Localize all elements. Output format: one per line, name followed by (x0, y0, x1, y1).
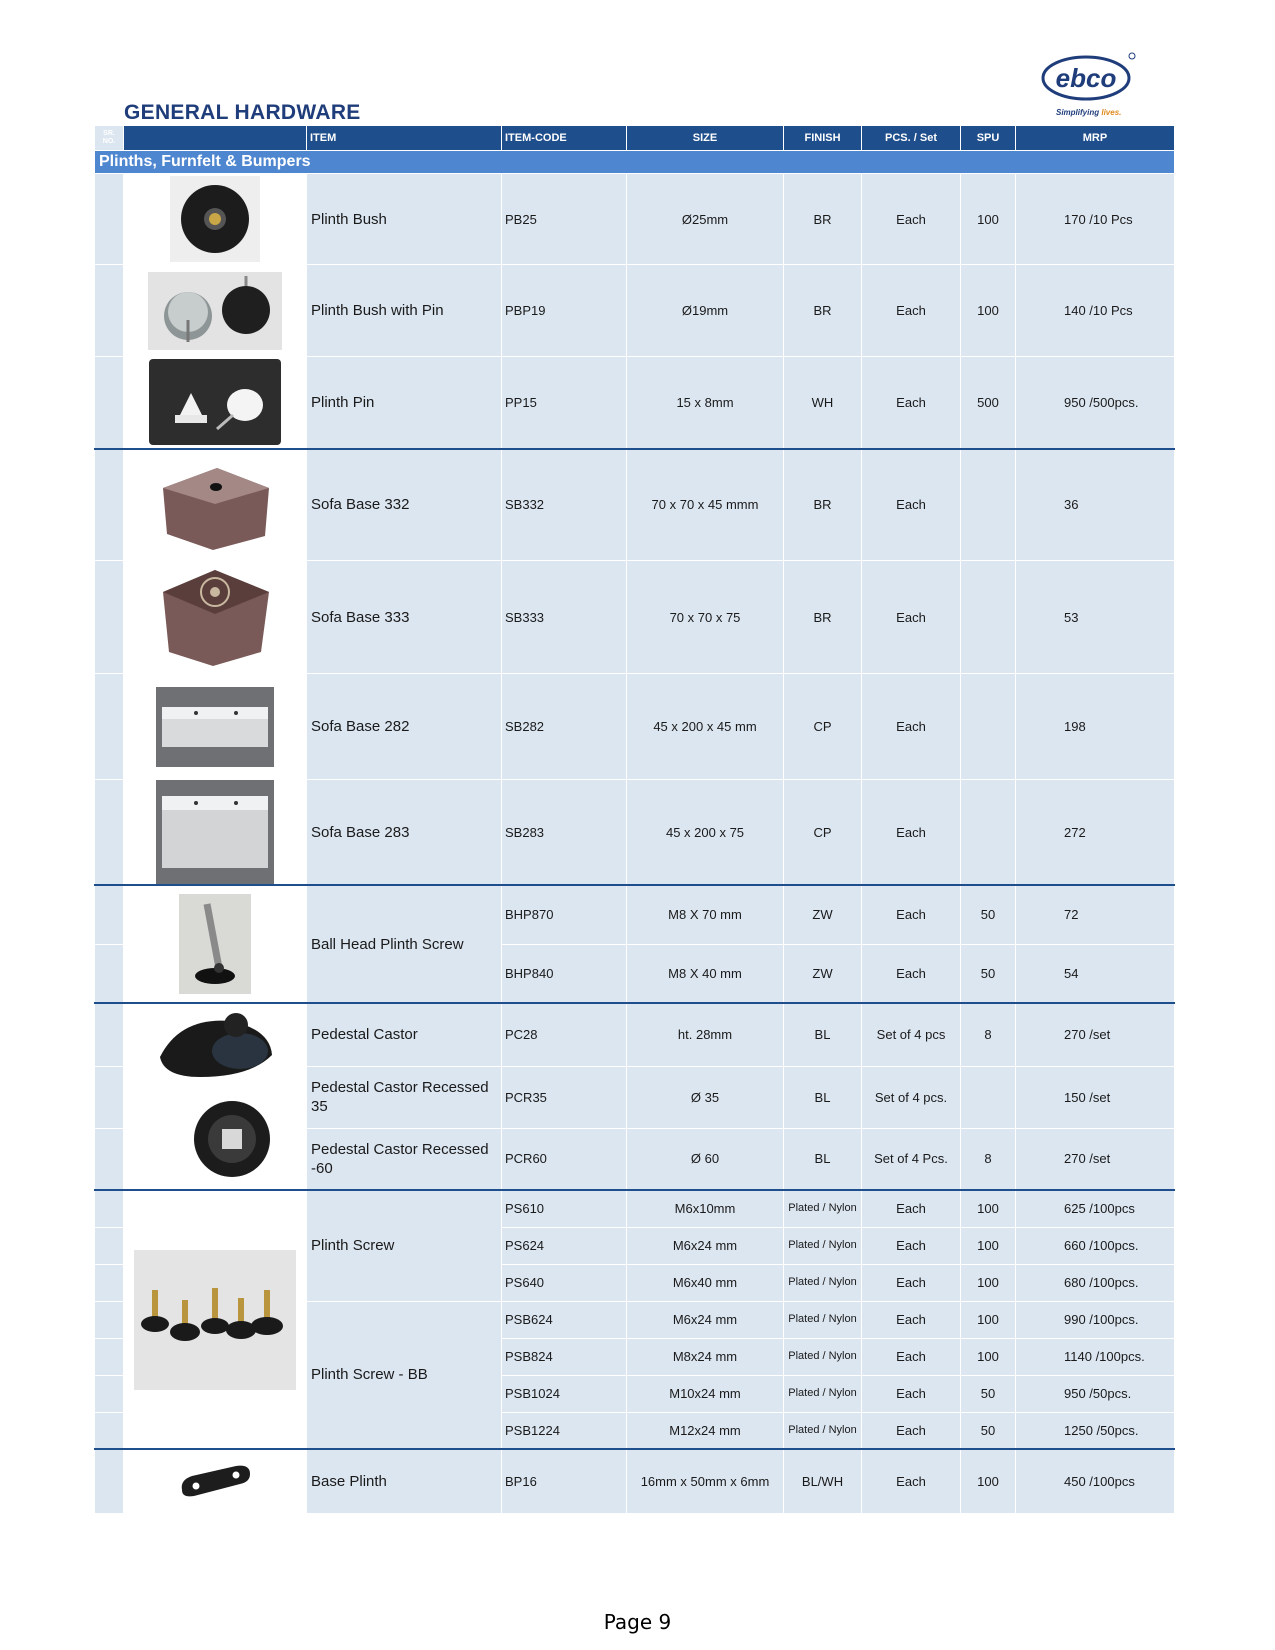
cell-spu: 8 (961, 1128, 1016, 1190)
cell-code: BP16 (502, 1449, 627, 1513)
cell-code: SB283 (502, 780, 627, 886)
product-image-sofa-base-283 (124, 780, 307, 886)
serial-cell (95, 1338, 124, 1375)
table-row (95, 265, 1175, 357)
col-image (124, 126, 307, 151)
cell-mrp: 272 (1016, 780, 1175, 886)
cell-mrp: 625 /100pcs (1016, 1190, 1175, 1227)
cell-mrp: 990 /100pcs. (1016, 1301, 1175, 1338)
cell-pcs: Each (862, 561, 961, 674)
cell-mrp: 53 (1016, 561, 1175, 674)
product-image-sofa-base-282 (124, 674, 307, 780)
cell-spu: 100 (961, 1449, 1016, 1513)
cell-mrp: 680 /100pcs. (1016, 1264, 1175, 1301)
cell-finish: Plated / Nylon (784, 1190, 862, 1227)
cell-finish: WH (784, 357, 862, 449)
serial-cell (95, 174, 124, 265)
cell-finish: Plated / Nylon (784, 1338, 862, 1375)
cell-mrp: 450 /100pcs (1016, 1449, 1175, 1513)
section-title: Plinths, Furnfelt & Bumpers (95, 151, 1175, 174)
cell-size: M8 X 40 mm (627, 944, 784, 1003)
cell-code: PS624 (502, 1227, 627, 1264)
cell-size: M6x40 mm (627, 1264, 784, 1301)
product-image-base-plinth (124, 1449, 307, 1513)
serial-cell (95, 1003, 124, 1066)
serial-cell (95, 449, 124, 561)
serial-cell (95, 1227, 124, 1264)
cell-item: Sofa Base 283 (307, 780, 502, 886)
cell-code: PSB824 (502, 1338, 627, 1375)
table-row (95, 1003, 1175, 1066)
cell-pcs: Each (862, 1190, 961, 1227)
cell-finish: CP (784, 780, 862, 886)
cell-item: Pedestal Castor Recessed 35 (307, 1066, 502, 1128)
cell-item: Plinth Bush (307, 174, 502, 265)
cell-mrp: 72 (1016, 885, 1175, 944)
cell-spu: 50 (961, 1375, 1016, 1412)
col-mrp: MRP (1016, 126, 1175, 151)
product-image-pedestal-castor (124, 1003, 307, 1190)
cell-mrp: 950 /500pcs. (1016, 357, 1175, 449)
cell-size: M6x24 mm (627, 1301, 784, 1338)
table-row (95, 357, 1175, 449)
product-image-plinth-pin (124, 357, 307, 449)
serial-cell (95, 1412, 124, 1449)
cell-size: M6x10mm (627, 1190, 784, 1227)
cell-finish: BL (784, 1128, 862, 1190)
cell-spu: 8 (961, 1003, 1016, 1066)
serial-cell (95, 885, 124, 944)
cell-finish: Plated / Nylon (784, 1227, 862, 1264)
cell-finish: BR (784, 561, 862, 674)
cell-size: 45 x 200 x 45 mm (627, 674, 784, 780)
cell-pcs: Each (862, 357, 961, 449)
cell-size: ht. 28mm (627, 1003, 784, 1066)
cell-pcs: Each (862, 449, 961, 561)
cell-item: Plinth Screw - BB (307, 1301, 502, 1449)
cell-size: 70 x 70 x 45 mmm (627, 449, 784, 561)
cell-item: Pedestal Castor (307, 1003, 502, 1066)
cell-pcs: Each (862, 1338, 961, 1375)
cell-item: Sofa Base 333 (307, 561, 502, 674)
serial-cell (95, 674, 124, 780)
product-image-ball-head-plinth-screw (124, 885, 307, 1003)
product-image-plinth-screw (124, 1190, 307, 1449)
cell-pcs: Each (862, 885, 961, 944)
page-title: GENERAL HARDWARE (124, 101, 361, 124)
cell-spu: 100 (961, 1264, 1016, 1301)
cell-size: 45 x 200 x 75 (627, 780, 784, 886)
cell-size: 70 x 70 x 75 (627, 561, 784, 674)
cell-mrp: 950 /50pcs. (1016, 1375, 1175, 1412)
page-number: Page 9 (603, 1610, 672, 1634)
cell-mrp: 1140 /100pcs. (1016, 1338, 1175, 1375)
cell-code: PS640 (502, 1264, 627, 1301)
serial-cell (95, 357, 124, 449)
cell-mrp: 170 /10 Pcs (1016, 174, 1175, 265)
svg-text:ebco: ebco (1055, 63, 1117, 93)
cell-pcs: Each (862, 265, 961, 357)
product-image-plinth-bush-with-pin (124, 265, 307, 357)
serial-cell (95, 944, 124, 1003)
cell-size: M8 X 70 mm (627, 885, 784, 944)
cell-size: 16mm x 50mm x 6mm (627, 1449, 784, 1513)
cell-size: Ø 60 (627, 1128, 784, 1190)
col-finish: FINISH (784, 126, 862, 151)
cell-size: M6x24 mm (627, 1227, 784, 1264)
cell-item: Base Plinth (307, 1449, 502, 1513)
table-row (95, 1449, 1175, 1513)
cell-pcs: Set of 4 Pcs. (862, 1128, 961, 1190)
cell-pcs: Each (862, 944, 961, 1003)
cell-mrp: 140 /10 Pcs (1016, 265, 1175, 357)
cell-mrp: 54 (1016, 944, 1175, 1003)
serial-cell (95, 265, 124, 357)
cell-finish: BR (784, 449, 862, 561)
cell-code: PSB624 (502, 1301, 627, 1338)
cell-code: PC28 (502, 1003, 627, 1066)
col-size: SIZE (627, 126, 784, 151)
cell-mrp: 270 /set (1016, 1003, 1175, 1066)
cell-spu: 100 (961, 174, 1016, 265)
cell-mrp: 270 /set (1016, 1128, 1175, 1190)
table-row (95, 1190, 1175, 1227)
table-row (95, 449, 1175, 561)
cell-finish: Plated / Nylon (784, 1375, 862, 1412)
cell-size: M12x24 mm (627, 1412, 784, 1449)
cell-spu: 100 (961, 1301, 1016, 1338)
cell-size: 15 x 8mm (627, 357, 784, 449)
cell-finish: ZW (784, 885, 862, 944)
cell-spu: 100 (961, 1338, 1016, 1375)
cell-pcs: Each (862, 780, 961, 886)
cell-finish: BR (784, 265, 862, 357)
cell-finish: Plated / Nylon (784, 1412, 862, 1449)
cell-code: SB333 (502, 561, 627, 674)
cell-code: PSB1024 (502, 1375, 627, 1412)
cell-code: SB332 (502, 449, 627, 561)
cell-finish: Plated / Nylon (784, 1301, 862, 1338)
cell-pcs: Each (862, 1449, 961, 1513)
table-row (95, 885, 1175, 944)
product-image-sofa-base-333 (124, 561, 307, 674)
cell-code: BHP840 (502, 944, 627, 1003)
cell-code: PCR35 (502, 1066, 627, 1128)
cell-code: PBP19 (502, 265, 627, 357)
serial-cell (95, 1190, 124, 1227)
cell-finish: ZW (784, 944, 862, 1003)
cell-pcs: Set of 4 pcs (862, 1003, 961, 1066)
cell-pcs: Each (862, 1227, 961, 1264)
cell-pcs: Each (862, 1375, 961, 1412)
cell-spu (961, 561, 1016, 674)
serial-cell (95, 1066, 124, 1128)
cell-finish: BL (784, 1066, 862, 1128)
cell-mrp: 660 /100pcs. (1016, 1227, 1175, 1264)
cell-size: Ø19mm (627, 265, 784, 357)
cell-spu: 100 (961, 1227, 1016, 1264)
serial-cell (95, 1128, 124, 1190)
cell-spu: 100 (961, 1190, 1016, 1227)
cell-spu (961, 780, 1016, 886)
cell-spu: 100 (961, 265, 1016, 357)
serial-cell (95, 1301, 124, 1338)
cell-finish: BL (784, 1003, 862, 1066)
cell-finish: BL/WH (784, 1449, 862, 1513)
cell-size: M10x24 mm (627, 1375, 784, 1412)
serial-cell (95, 1449, 124, 1513)
cell-size: M8x24 mm (627, 1338, 784, 1375)
cell-item: Ball Head Plinth Screw (307, 885, 502, 1003)
col-pcs: PCS. / Set (862, 126, 961, 151)
cell-item: Sofa Base 332 (307, 449, 502, 561)
cell-pcs: Each (862, 674, 961, 780)
cell-spu (961, 1066, 1016, 1128)
col-spu: SPU (961, 126, 1016, 151)
cell-code: PS610 (502, 1190, 627, 1227)
table-row (95, 561, 1175, 674)
cell-code: SB282 (502, 674, 627, 780)
cell-pcs: Each (862, 174, 961, 265)
cell-spu: 50 (961, 1412, 1016, 1449)
cell-pcs: Each (862, 1264, 961, 1301)
table-header (95, 126, 1175, 151)
serial-cell (95, 561, 124, 674)
cell-spu: 500 (961, 357, 1016, 449)
serial-cell (95, 780, 124, 886)
catalog-table (94, 125, 1175, 1514)
cell-mrp: 150 /set (1016, 1066, 1175, 1128)
cell-pcs: Each (862, 1301, 961, 1338)
cell-mrp: 198 (1016, 674, 1175, 780)
cell-code: PCR60 (502, 1128, 627, 1190)
brand-logo: ebco Simplifying lives. (1040, 50, 1140, 122)
cell-size: Ø25mm (627, 174, 784, 265)
cell-spu: 50 (961, 944, 1016, 1003)
product-image-sofa-base-332 (124, 449, 307, 561)
cell-code: PSB1224 (502, 1412, 627, 1449)
cell-code: PP15 (502, 357, 627, 449)
cell-spu: 50 (961, 885, 1016, 944)
table-row (95, 674, 1175, 780)
col-sl: SR. NO. (95, 126, 124, 151)
cell-item: Plinth Screw (307, 1190, 502, 1301)
serial-cell (95, 1375, 124, 1412)
cell-spu (961, 449, 1016, 561)
table-row (95, 780, 1175, 886)
cell-code: BHP870 (502, 885, 627, 944)
cell-item: Plinth Bush with Pin (307, 265, 502, 357)
cell-finish: BR (784, 174, 862, 265)
product-image-plinth-bush (124, 174, 307, 265)
col-code: ITEM-CODE (502, 126, 627, 151)
table-row (95, 174, 1175, 265)
col-item: ITEM (307, 126, 502, 151)
cell-mrp: 36 (1016, 449, 1175, 561)
serial-cell (95, 1264, 124, 1301)
cell-spu (961, 674, 1016, 780)
cell-mrp: 1250 /50pcs. (1016, 1412, 1175, 1449)
cell-finish: Plated / Nylon (784, 1264, 862, 1301)
cell-item: Plinth Pin (307, 357, 502, 449)
cell-item: Pedestal Castor Recessed -60 (307, 1128, 502, 1190)
cell-item: Sofa Base 282 (307, 674, 502, 780)
cell-size: Ø 35 (627, 1066, 784, 1128)
cell-pcs: Set of 4 pcs. (862, 1066, 961, 1128)
cell-code: PB25 (502, 174, 627, 265)
cell-finish: CP (784, 674, 862, 780)
cell-pcs: Each (862, 1412, 961, 1449)
